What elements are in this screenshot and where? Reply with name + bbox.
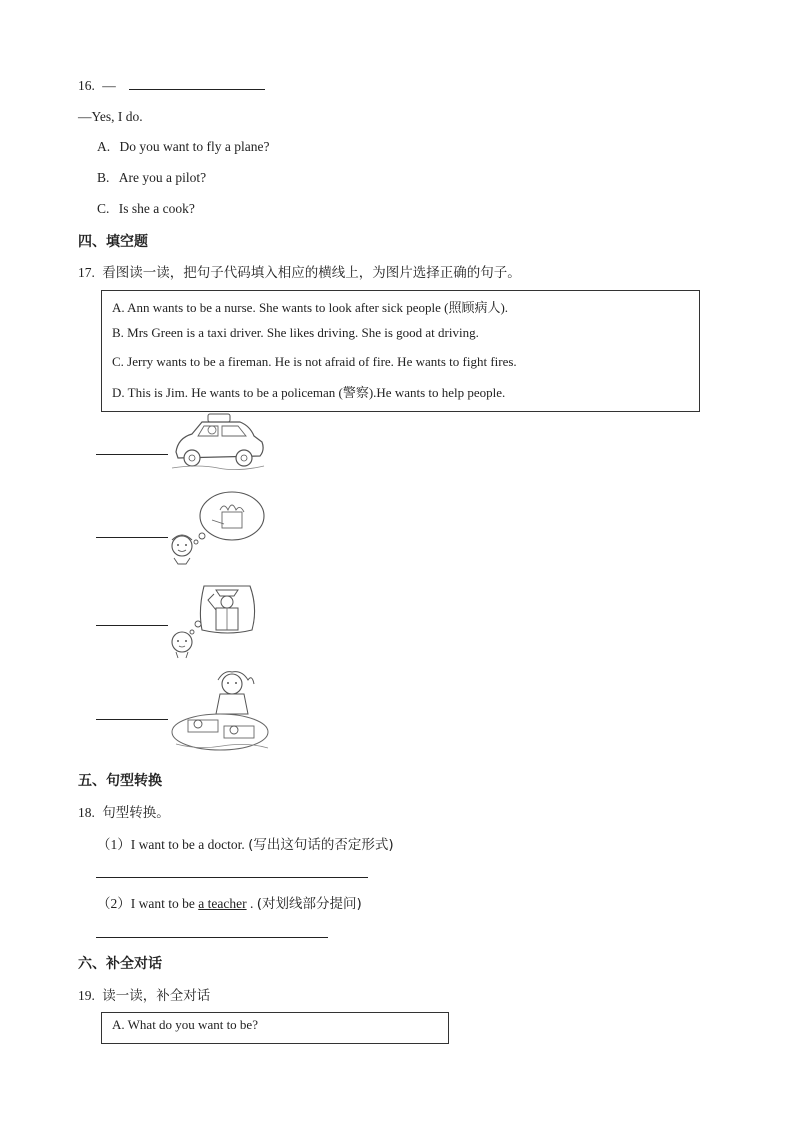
q16-dash: — bbox=[102, 78, 116, 93]
q18-item1-hint: (写出这句话的否定形式) bbox=[248, 837, 394, 853]
q18-line bbox=[78, 801, 170, 821]
option-letter: B. bbox=[97, 170, 110, 185]
q17-instruction: 看图读一读，把句子代码填入相应的横线上，为图片选择正确的句子。 bbox=[102, 265, 521, 281]
section6-title: 六、补全对话 bbox=[78, 956, 162, 972]
nurse-picture bbox=[168, 670, 276, 756]
q19-option-a: A. What do you want to be? bbox=[112, 1017, 258, 1032]
q18-instruction: 句型转换。 bbox=[102, 805, 170, 821]
fireman-picture bbox=[168, 490, 268, 570]
q17-sentence-a: A. Ann wants to be a nurse. She wants to look after sick people (照顾病人). bbox=[112, 300, 509, 315]
q17-blank-3[interactable] bbox=[96, 625, 168, 626]
q16-option-b[interactable] bbox=[97, 170, 206, 186]
q17-sentence-b: B. Mrs Green is a taxi driver. She likes driving. She is good at driving. bbox=[112, 325, 479, 340]
q19-instruction: 读一读，补全对话 bbox=[102, 988, 211, 1004]
q17-blank-4[interactable] bbox=[96, 719, 168, 720]
option-text: Is she a cook? bbox=[118, 201, 195, 216]
q18-item2-sentence: （2）I want to be bbox=[97, 896, 199, 911]
q19-line bbox=[78, 984, 210, 1004]
q18-item2-underlined: a teacher bbox=[198, 896, 247, 911]
q18-answer-line-1[interactable] bbox=[96, 877, 368, 878]
option-text: Do you want to fly a plane? bbox=[119, 139, 270, 154]
option-letter: A. bbox=[97, 139, 111, 154]
q16-line bbox=[78, 78, 265, 94]
section5-title: 五、句型转换 bbox=[78, 773, 162, 789]
q18-item2-hint: (对划线部分提问) bbox=[256, 896, 362, 912]
option-letter: C. bbox=[97, 201, 110, 216]
taxi-picture bbox=[168, 412, 268, 474]
q18-answer-line-2[interactable] bbox=[96, 937, 328, 938]
q18-item-2 bbox=[97, 892, 362, 912]
q17-number: 17. bbox=[78, 265, 95, 280]
q18-item2-suffix: . bbox=[246, 896, 257, 911]
q17-line bbox=[78, 261, 521, 281]
q16-option-c[interactable] bbox=[97, 201, 195, 217]
policeman-picture bbox=[168, 580, 268, 662]
q19-number: 19. bbox=[78, 988, 95, 1003]
section4-title: 四、填空题 bbox=[78, 234, 148, 250]
q17-sentence-d: D. This is Jim. He wants to be a policeman (警察).He wants to help people. bbox=[112, 385, 506, 400]
q18-item1-sentence: （1）I want to be a doctor. bbox=[97, 837, 249, 852]
q16-reply: —Yes, I do. bbox=[78, 109, 143, 124]
q17-sentence-c: C. Jerry wants to be a fireman. He is not afraid of fire. He wants to fight fires. bbox=[112, 354, 517, 369]
option-text: Are you a pilot? bbox=[118, 170, 207, 185]
q16-number: 16. bbox=[78, 78, 95, 93]
q16-answer-blank[interactable] bbox=[129, 89, 265, 90]
q17-blank-1[interactable] bbox=[96, 454, 168, 455]
q17-blank-2[interactable] bbox=[96, 537, 168, 538]
q18-item-1 bbox=[97, 833, 394, 853]
q16-option-a[interactable] bbox=[97, 139, 269, 155]
q18-number: 18. bbox=[78, 805, 95, 820]
